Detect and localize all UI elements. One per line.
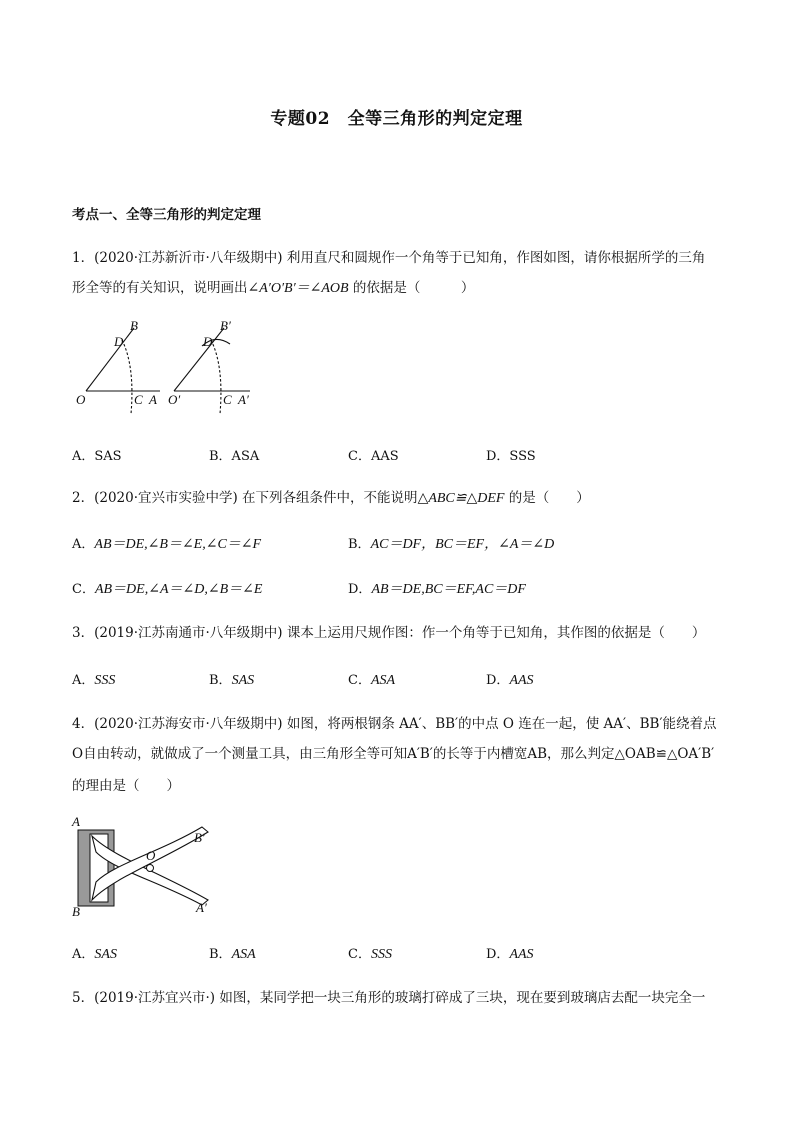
q3-option-a-label: A． (72, 673, 95, 688)
q1-fig2-label-d: D (203, 334, 213, 349)
q4-option-c[interactable] (348, 943, 392, 963)
q1-fig2-label-a: A′ (238, 392, 249, 407)
q3-option-b-text: SAS (231, 673, 255, 688)
q4-fig-label-a: A (72, 814, 80, 829)
q1-figure (70, 318, 270, 418)
q2-option-d-label: D． (348, 582, 372, 597)
q1-math: ∠A′O′B′＝∠AOB (247, 281, 349, 296)
q1-line2-suffix: 的依据是（ ） (348, 280, 475, 296)
q2-option-c[interactable] (72, 578, 262, 598)
q2-option-b[interactable] (348, 533, 554, 553)
q1-fig1-label-o: O (76, 392, 86, 407)
q4-fig-pivot (147, 865, 154, 872)
q2-suffix: 的是（ ） (504, 490, 590, 506)
q1-fig2-arc (211, 340, 221, 414)
q4-fig-label-b: B (72, 904, 80, 919)
q4-fig-label-aprime: A′ (196, 900, 207, 915)
q3-option-c-text: ASA (370, 673, 396, 688)
q4-figure (68, 812, 218, 922)
q4-fig-label-o: O (146, 848, 156, 863)
q4-line1: 4．(2020·江苏海安市·八年级期中) 如图，将两根钢条 AA′、BB′的中点 O 连在一起，使 AA′、BB′能绕着点 (72, 716, 717, 732)
q3-stem: 3．(2019·江苏南通市·八年级期中) 课本上运用尺规作图：作一个角等于已知角，其作图的依据是（ ） (72, 625, 706, 641)
q3-option-c[interactable] (348, 669, 395, 689)
q4-option-c-label: C． (348, 947, 371, 962)
q2-option-d[interactable] (348, 578, 526, 598)
q1-fig2-label-o: O′ (168, 392, 181, 407)
q4-option-d-label: D． (486, 947, 510, 962)
q2-option-b-text: AC＝DF，BC＝EF，∠A＝∠D (370, 537, 555, 552)
q1-fig1-ray-ob (86, 328, 134, 391)
q3-option-d-label: D． (486, 673, 510, 688)
q2-option-d-text: AB＝DE,BC＝EF,AC＝DF (371, 582, 526, 597)
q1-option-d[interactable]: D．SSS (486, 449, 536, 464)
q3-option-d[interactable] (486, 669, 534, 689)
q5-line1: 5．(2019·江苏宜兴市·) 如图，某同学把一块三角形的玻璃打碎成了三块，现在要到玻璃店去配一块完全一 (72, 990, 706, 1006)
q4-line3: 的理由是（ ） (72, 778, 180, 794)
q4-option-a-label: A． (72, 947, 95, 962)
q1-line2-prefix: 形全等的有关知识，说明画出 (72, 280, 248, 296)
q3-option-a-text: SSS (94, 673, 116, 688)
q2-option-a[interactable] (72, 533, 261, 553)
q4-option-a-text: SAS (94, 947, 117, 962)
q3-option-d-text: AAS (509, 673, 534, 688)
q1-option-b[interactable]: B．ASA (209, 449, 260, 464)
q3-option-c-label: C． (348, 673, 371, 688)
q2-option-c-label: C． (72, 582, 95, 597)
q4-option-d-text: AAS (509, 947, 534, 962)
q4-fig-label-bprime: B′ (194, 830, 205, 845)
q1-line2 (72, 278, 474, 299)
q4-option-d[interactable] (486, 943, 534, 963)
q4-option-b[interactable] (209, 943, 256, 963)
q2-stem (72, 488, 590, 509)
q4-option-b-text: ASA (231, 947, 256, 962)
q2-option-b-label: B． (348, 537, 371, 552)
q2-math: △ABC≌△DEF (417, 491, 505, 506)
q2-option-a-text: AB＝DE,∠B＝∠E,∠C＝∠F (94, 537, 262, 552)
q1-fig2-ray-ob (174, 328, 224, 391)
q1-fig1-label-b: B (130, 318, 138, 333)
q4-option-c-text: SSS (370, 947, 392, 962)
q1-fig1-label-c: C (134, 392, 143, 407)
q1-fig2-label-b: B′ (220, 318, 231, 333)
q1-fig1-arc (122, 340, 132, 414)
q3-option-b[interactable] (209, 669, 254, 689)
q3-option-a[interactable] (72, 669, 115, 689)
q1-line1: 1．(2020·江苏新沂市·八年级期中) 利用直尺和圆规作一个角等于已知角，作图如图，请你根据所学的三角 (72, 250, 706, 266)
q1-fig2-label-c: C (223, 392, 232, 407)
q4-line2: O自由转动，就做成了一个测量工具，由三角形全等可知A′B′的长等于内槽宽AB，那么判定△OAB≌△OA′B′ (72, 746, 715, 762)
q2-option-c-text: AB＝DE,∠A＝∠D,∠B＝∠E (94, 582, 263, 597)
q1-fig1-label-a: A (149, 392, 157, 407)
q2-option-a-label: A． (72, 537, 95, 552)
page-title: 专题02 全等三角形的判定定理 (270, 109, 523, 129)
q1-option-c[interactable]: C．AAS (348, 449, 399, 464)
q4-option-a[interactable] (72, 943, 117, 963)
q1-fig1-label-d: D (114, 334, 124, 349)
section-heading: 考点一、全等三角形的判定定理 (72, 207, 261, 223)
q3-option-b-label: B． (209, 673, 232, 688)
q4-option-b-label: B． (209, 947, 232, 962)
q1-option-a[interactable]: A．SAS (72, 449, 122, 464)
q2-prefix: 2．(2020·宜兴市实验中学) 在下列各组条件中，不能说明 (72, 490, 418, 506)
